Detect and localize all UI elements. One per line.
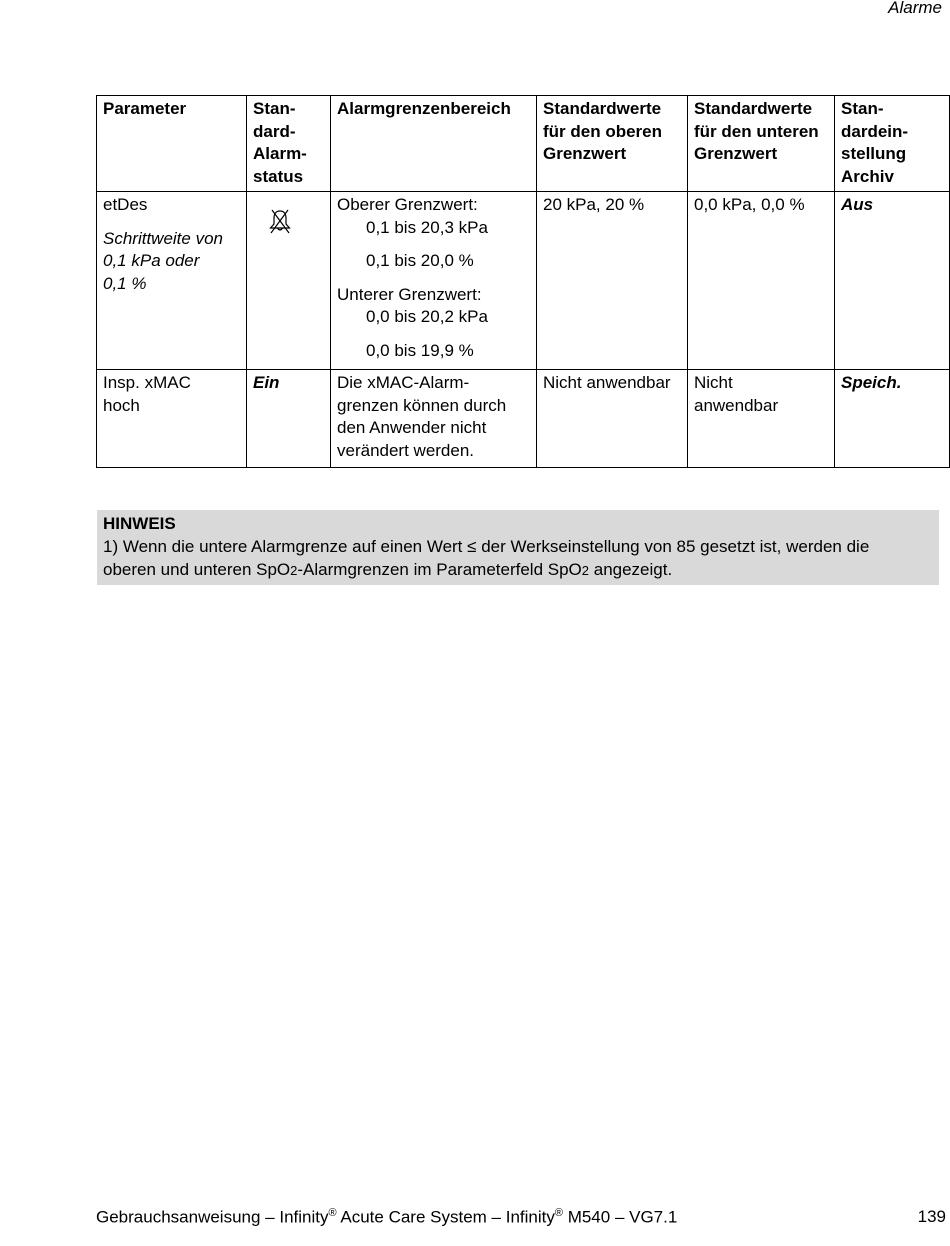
lower-default-line: Nicht — [694, 373, 733, 392]
parameter-name-line: hoch — [103, 395, 140, 415]
less-equal-symbol: ≤ — [467, 537, 477, 556]
header-line: für den oberen — [543, 121, 663, 141]
header-alarm-limit-range: Alarmgrenzenbereich — [331, 96, 537, 192]
note-title: HINWEIS — [103, 514, 176, 533]
lower-default-line: anwendbar — [694, 395, 779, 415]
header-line: stellung — [841, 144, 907, 163]
header-line: Grenzwert — [694, 144, 778, 163]
cell-lower-default: 0,0 kPa, 0,0 % — [688, 192, 835, 370]
note-line: 1) Wenn die untere Alarmgrenze auf einen Wert ≤ der Werkseinstellung von 85 gesetzt ist, werden die — [103, 537, 870, 556]
cell-default-alarm-status — [247, 192, 331, 370]
header-line: Alarm- — [253, 144, 307, 163]
table-header-row — [97, 96, 950, 192]
step-size-line: 0,1 kPa oder — [103, 251, 200, 270]
lower-limit-percent-range: 0,0 bis 19,9 % — [366, 340, 474, 360]
header-parameter: Parameter — [97, 96, 247, 192]
table-row — [97, 370, 950, 468]
header-default-alarm-status — [247, 96, 331, 192]
alarm-limits-table — [96, 95, 950, 468]
cell-alarm-limit-range — [331, 192, 537, 370]
table-row — [97, 192, 950, 370]
upper-limit-label: Oberer Grenzwert: — [337, 195, 478, 214]
range-text-line: verändert werden. — [337, 440, 475, 460]
note-box — [97, 510, 939, 585]
header-lower-default — [688, 96, 835, 192]
header-line: status — [253, 166, 304, 186]
range-text-line: den Anwender nicht — [337, 418, 487, 437]
cell-parameter — [97, 192, 247, 370]
cell-parameter — [97, 370, 247, 468]
header-upper-default — [537, 96, 688, 192]
header-line: für den unteren — [694, 121, 819, 141]
lower-limit-label: Unterer Grenzwert: — [337, 284, 482, 304]
header-line: Archiv — [841, 166, 894, 186]
cell-default-archive: Aus — [835, 192, 950, 370]
note-line: oberen und unteren SpO2-Alarmgrenzen im Parameterfeld SpO2 angezeigt. — [103, 560, 673, 579]
header-line: dardein- — [841, 121, 909, 141]
footer-document-title: Gebrauchsanweisung – Infinity® Acute Care System – Infinity® M540 – VG7.1 — [96, 1207, 678, 1227]
cell-upper-default: 20 kPa, 20 % — [537, 192, 688, 370]
range-text-line: grenzen können durch — [337, 395, 507, 415]
header-default-archive — [835, 96, 950, 192]
cell-alarm-limit-range — [331, 370, 537, 468]
header-line: Standardwerte — [543, 99, 662, 118]
cell-default-archive: Speich. — [835, 370, 950, 468]
header-line: Grenzwert — [543, 144, 627, 163]
alarm-off-icon — [267, 208, 293, 234]
cell-lower-default — [688, 370, 835, 468]
upper-limit-percent-range: 0,1 bis 20,0 % — [366, 251, 474, 270]
header-line: Stan- — [253, 99, 296, 118]
header-line: dard- — [253, 121, 296, 141]
running-header: Alarme — [888, 0, 942, 17]
header-line: Stan- — [841, 99, 884, 118]
parameter-name-line: Insp. xMAC — [103, 373, 191, 392]
range-text-line: Die xMAC-Alarm- — [337, 373, 470, 392]
cell-default-alarm-status: Ein — [247, 370, 331, 468]
cell-upper-default: Nicht anwendbar — [537, 370, 688, 468]
parameter-name: etDes — [103, 195, 148, 214]
step-size-line: 0,1 % — [103, 273, 147, 293]
lower-limit-kpa-range: 0,0 bis 20,2 kPa — [366, 307, 488, 326]
upper-limit-kpa-range: 0,1 bis 20,3 kPa — [366, 217, 488, 237]
page-number: 139 — [917, 1207, 946, 1226]
step-size-line: Schrittweite von — [103, 228, 223, 248]
header-line: Standardwerte — [694, 99, 813, 118]
